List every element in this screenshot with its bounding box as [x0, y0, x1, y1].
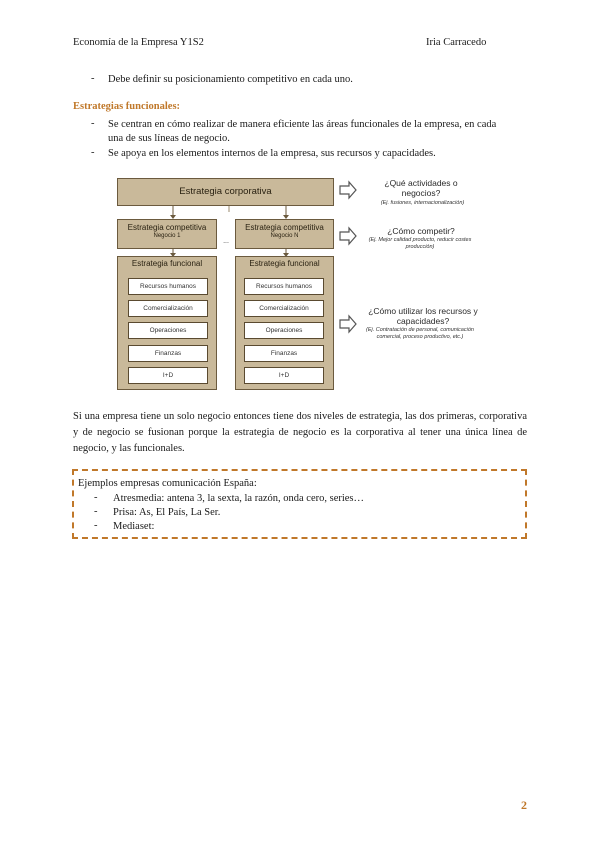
area-box: Comercialización: [128, 300, 208, 317]
competitive-title: Estrategia competitiva: [127, 223, 207, 232]
area-box: Finanzas: [244, 345, 324, 362]
example-item: Atresmedia: antena 3, la sexta, la razón, onda cero, series…: [113, 493, 365, 504]
bullet-dash: -: [91, 147, 95, 158]
competitive-strategy-box-n: [235, 219, 334, 249]
bullet-dash: -: [94, 506, 98, 517]
functional-title: Estrategia funcional: [131, 259, 203, 268]
business-label: Negocio N: [270, 233, 299, 239]
page-number: 2: [521, 798, 527, 812]
area-box: Operaciones: [244, 322, 324, 339]
bullet-dash: -: [94, 520, 98, 531]
question-1: ¿Qué actividades o negocios?: [384, 178, 458, 198]
area-box: Operaciones: [128, 322, 208, 339]
corporate-strategy-box: Estrategia corporativa: [117, 178, 334, 206]
competitive-strategy-box-1: [117, 219, 217, 249]
bullet-1-line2: una de sus líneas de negocio.: [108, 133, 230, 144]
ellipsis: ...: [223, 238, 229, 245]
question-3-note: (Ej. Contratación de personal, comunicación comercial, proceso productivo, etc.): [366, 327, 474, 340]
area-box: I+D: [244, 367, 324, 384]
bullet-dash: -: [94, 492, 98, 503]
intro-bullet: Debe definir su posicionamiento competitivo en cada uno.: [108, 74, 353, 85]
bullet-1-line1: Se centran en cómo realizar de manera eficiente las áreas funcionales de la empresa, en cada: [108, 119, 497, 130]
examples-title: Ejemplos empresas comunicación España:: [78, 478, 257, 489]
header-left: Economía de la Empresa Y1S2: [73, 37, 204, 48]
bullet-2: Se apoya en los elementos internos de la empresa, sus recursos y capacidades.: [108, 148, 436, 159]
question-2: ¿Cómo competir?: [387, 226, 455, 236]
functional-title: Estrategia funcional: [249, 259, 320, 268]
area-box: Finanzas: [128, 345, 208, 362]
bullet-dash: -: [91, 118, 95, 129]
bullet-dash: -: [91, 73, 95, 84]
area-box: I+D: [128, 367, 208, 384]
question-2-note: (Ej. Mejor calidad producto, reducir costes producción): [368, 237, 472, 250]
area-box: Recursos humanos: [128, 278, 208, 295]
section-title: Estrategias funcionales:: [73, 101, 181, 112]
header-right: Iria Carracedo: [426, 37, 487, 48]
arrow-icon: [340, 182, 356, 332]
example-item: Mediaset:: [113, 521, 155, 532]
business-label: Negocio 1: [153, 233, 181, 239]
example-item: Prisa: As, El País, La Ser.: [113, 507, 221, 518]
question-1-note: (Ej. fusiones, internacionalización): [380, 200, 465, 206]
area-box: Comercialización: [244, 300, 324, 317]
competitive-title: Estrategia competitiva: [245, 223, 324, 232]
area-box: Recursos humanos: [244, 278, 324, 295]
question-3: ¿Cómo utilizar los recursos y capacidades?: [368, 306, 478, 326]
body-paragraph: Si una empresa tiene un solo negocio entonces tiene dos niveles de estrategia, las dos primeras, corporativa y de negocio se fusionan porque la estrategia de negocio es la corporativa al tener una única línea de negocio, y las funcionales.: [73, 411, 527, 454]
